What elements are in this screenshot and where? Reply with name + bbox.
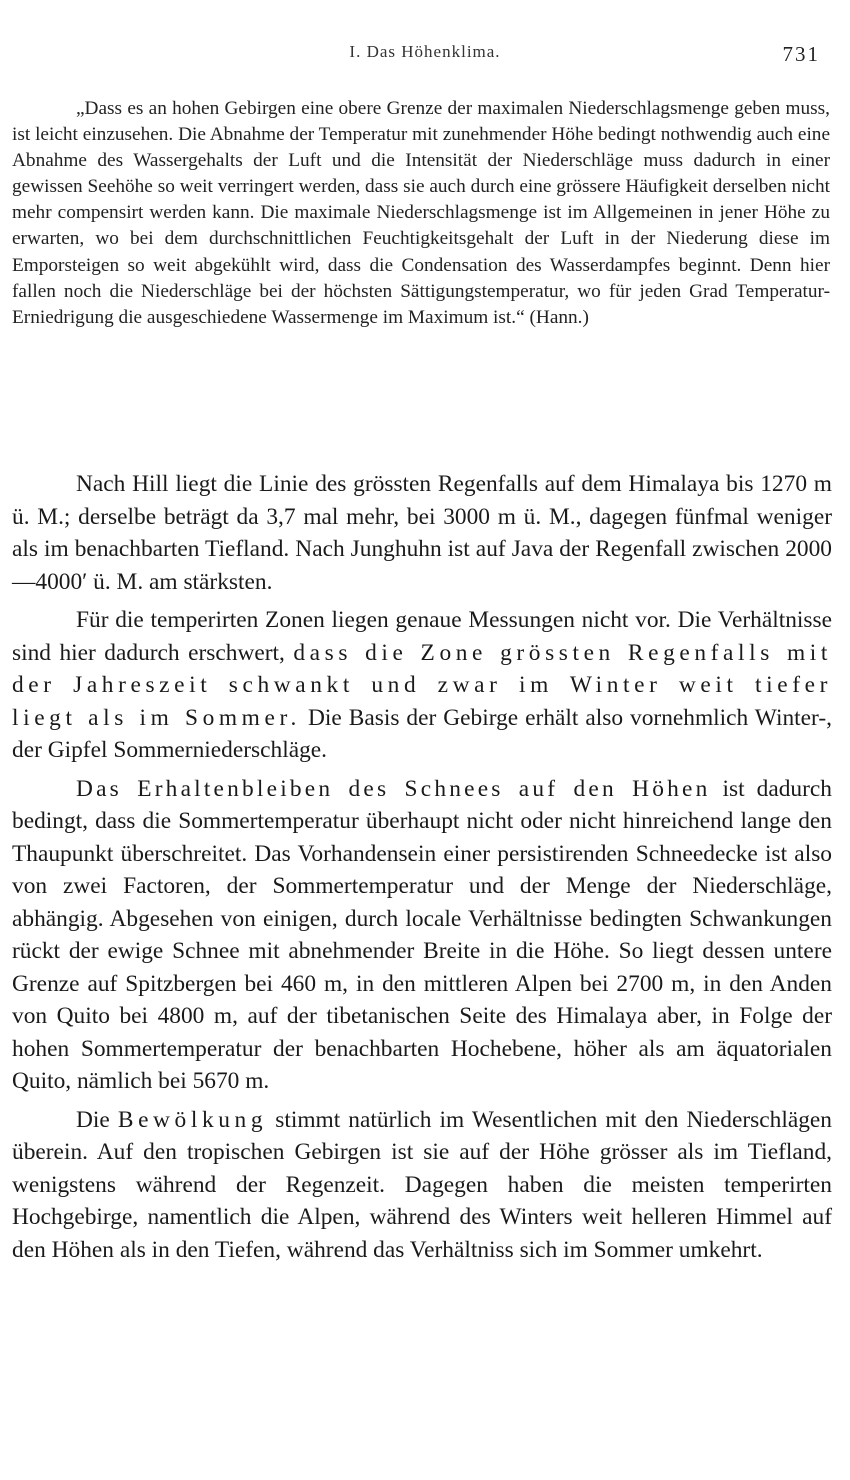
- paragraph-snow-line: [12, 773, 832, 1098]
- paragraph-temperate-rest: Die Basis der Gebirge erhält also vornehmlich Winter-, der Gipfel Sommerniederschläge.: [12, 704, 832, 763]
- paragraph-cloudiness: [12, 1104, 832, 1267]
- emphasis-rain-zone: dass die Zone grössten Regenfalls mit der Jahreszeit schwankt und zwar im Winter weit tiefer liegt als im Sommer.: [12, 639, 833, 731]
- emphasis-cloudiness: Bewölkung: [117, 1106, 268, 1133]
- hann-quote: „Dass es an hohen Gebirgen eine obere Grenze der maximalen Niederschlagsmenge geben muss, ist leicht einzusehen. Die Abnahme der Temperatur mit zunehmender Höhe bedingt nothwendig auch eine Abnahme des Wassergehalts der Luft und die Intensität der Niederschläge muss dadurch in einer gewissen Seehöhe so weit verringert werden, dass sie auch durch eine grössere Häufigkeit derselben nicht mehr compensirt werden kann. Die maximale Niederschlagsmenge ist im Allgemeinen in jener Höhe zu erwarten, wo bei dem durchschnittlichen Feuchtigkeitsgehalt der Luft in der Niederung diese im Emporsteigen so weit abgekühlt wird, dass die Condensation des Wasserdampfes beginnt. Denn hier fallen noch die Niederschläge bei der höchsten Sättigungstemperatur, wo für jeden Grad Temperatur-Erniedrigung die ausgeschiedene Wassermenge im Maximum ist.“ (Hann.): [12, 98, 830, 328]
- paragraph-cloudiness-intro: Die: [76, 1106, 110, 1133]
- page-number: 731: [782, 42, 820, 66]
- emphasis-snow: Das Erhaltenbleiben des Schnees auf den Höhen: [76, 775, 711, 802]
- paragraph-hill-himalaya: Nach Hill liegt die Linie des grössten Regenfalls auf dem Himalaya bis 1270 m ü. M.; derselbe beträgt da 3,7 mal mehr, bei 3000 m ü. M., dagegen fünfmal weniger als im benachbarten Tiefland. Nach Junghuhn ist auf Java der Regenfall zwischen 2000—4000′ ü. M. am stärksten.: [12, 471, 832, 595]
- paragraph-snow-rest: ist dadurch bedingt, dass die Sommertemperatur überhaupt nicht oder nicht hinreichend lange den Thaupunkt überschreitet. Das Vorhandensein einer persistirenden Schneedecke ist also von zwei Factoren, der Sommertemperatur und der Menge der Niederschläge, abhängig. Abgesehen von einigen, durch locale Verhältnisse bedingten Schwankungen rückt der ewige Schnee mit abnehmender Breite in die Höhe. So liegt dessen untere Grenze auf Spitzbergen bei 460 m, in den mittleren Alpen bei 2700 m, in den Anden von Quito bei 4800 m, auf der tibetanischen Seite des Himalaya aber, in Folge der hohen Sommertemperatur der benachbarten Hochebene, höher als am äquatorialen Quito, nämlich bei 5670 m.: [12, 775, 832, 1094]
- paragraph-temperate-intro: Für die temperirten Zonen liegen genaue Messungen nicht vor. Die Verhältnisse sind hier dadurch erschwert,: [12, 607, 832, 666]
- running-head-title: I. Das Höhenklima.: [349, 42, 501, 61]
- paragraph-cloudiness-rest: stimmt natürlich im Wesentlichen mit den Niederschlägen überein. Auf den tropischen Gebirgen ist sie auf der Höhe grösser als im Tiefland, wenigstens während der Regenzeit. Dagegen haben die meisten temperirten Hochgebirge, namentlich die Alpen, während des Winters weit helleren Himmel auf den Höhen als in den Tiefen, während das Verhältniss sich im Sommer umkehrt.: [12, 1106, 832, 1263]
- paragraph-temperate-zones: [12, 604, 832, 767]
- running-head: [0, 42, 850, 72]
- body-text: [12, 468, 832, 1272]
